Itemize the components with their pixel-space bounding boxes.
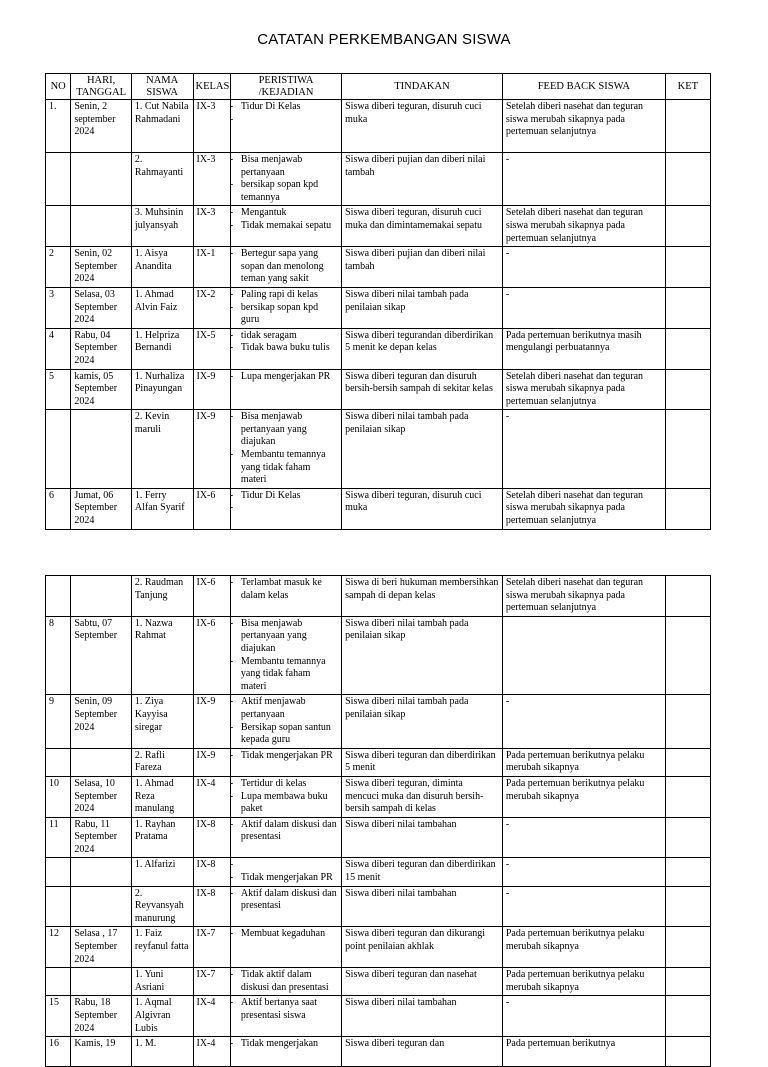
- table-row: [46, 968, 711, 996]
- event-item: - Tidur Di Kelas: [234, 490, 338, 503]
- table-row: [46, 817, 711, 858]
- student-log-table-page-2: [45, 575, 711, 1067]
- row-feedback: Setelah diberi nasehat dan teguran siswa merubah sikapnya pada pertemuan selanjutnya: [502, 206, 665, 247]
- row-day-date: Selasa , 17 September 2024: [71, 927, 132, 968]
- row-day-date: Senin, 09 September 2024: [71, 695, 132, 748]
- row-class: IX-2: [193, 287, 230, 328]
- row-class: IX-6: [193, 576, 230, 617]
- row-feedback: Setelah diberi nasehat dan teguran siswa merubah sikapnya pada pertemuan selanjutnya: [502, 100, 665, 153]
- event-item: - Paling rapi di kelas: [234, 289, 338, 302]
- row-note: [665, 247, 710, 288]
- row-note: [665, 776, 710, 817]
- table-row: [46, 858, 711, 886]
- row-number: 6: [46, 488, 71, 529]
- row-feedback: -: [502, 886, 665, 927]
- row-day-date: Senin, 2 september 2024: [71, 100, 132, 153]
- row-student-name: 1. M.: [131, 1037, 193, 1067]
- event-item: - Tertidur di kelas: [234, 778, 338, 791]
- row-action: Siswa diberi nilai tambahan: [342, 886, 503, 927]
- row-events: [230, 886, 341, 927]
- table-row: [46, 287, 711, 328]
- row-note: [665, 886, 710, 927]
- row-class: IX-5: [193, 328, 230, 369]
- row-events: [230, 488, 341, 529]
- row-class: IX-7: [193, 968, 230, 996]
- row-day-date: [71, 206, 132, 247]
- table-row: [46, 247, 711, 288]
- row-day-date: [71, 748, 132, 776]
- event-list: [234, 997, 338, 1022]
- header-action: TINDAKAN: [342, 74, 503, 100]
- header-day-date: HARI, TANGGAL: [71, 74, 132, 100]
- row-class: IX-8: [193, 886, 230, 927]
- row-action: Siswa diberi teguran, diminta mencuci muka dan disuruh bersih-bersih sampah di kelas: [342, 776, 503, 817]
- table-row: [46, 748, 711, 776]
- row-number: 2: [46, 247, 71, 288]
- event-item: - Tidak mengerjakan: [234, 1038, 338, 1051]
- event-item: - bersikap sopan kpd temannya: [234, 179, 338, 204]
- row-class: IX-4: [193, 776, 230, 817]
- row-feedback: [502, 616, 665, 695]
- event-item: - Lupa membawa buku paket: [234, 791, 338, 816]
- row-class: IX-9: [193, 695, 230, 748]
- row-feedback: Setelah diberi nasehat dan teguran siswa merubah sikapnya pada pertemuan selanjutnya: [502, 488, 665, 529]
- row-day-date: Selasa, 10 September 2024: [71, 776, 132, 817]
- row-student-name: 1. Cut Nabila Rahmadani: [131, 100, 193, 153]
- row-student-name: 1. Ahmad Reza manulang: [131, 776, 193, 817]
- event-item: - Aktif dalam diskusi dan presentasi: [234, 819, 338, 844]
- header-no: NO: [46, 74, 71, 100]
- row-class: IX-6: [193, 616, 230, 695]
- event-item: - Bertegur sapa yang sopan dan menolong teman yang sakit: [234, 248, 338, 286]
- event-item: - tidak seragam: [234, 330, 338, 343]
- row-day-date: [71, 153, 132, 206]
- row-note: [665, 748, 710, 776]
- row-feedback: -: [502, 695, 665, 748]
- row-events: [230, 996, 341, 1037]
- event-list: [234, 888, 338, 913]
- table-row: [46, 206, 711, 247]
- row-events: [230, 748, 341, 776]
- table-row: [46, 927, 711, 968]
- row-student-name: 1. Aisya Anandita: [131, 247, 193, 288]
- row-number: 10: [46, 776, 71, 817]
- event-item: [234, 502, 338, 515]
- row-action: Siswa diberi teguran dan diberdirikan 5 menit: [342, 748, 503, 776]
- row-day-date: [71, 858, 132, 886]
- row-action: Siswa diberi teguran, disuruh cuci muka: [342, 488, 503, 529]
- row-number: 8: [46, 616, 71, 695]
- row-note: [665, 153, 710, 206]
- row-number: 9: [46, 695, 71, 748]
- row-day-date: Senin, 02 September 2024: [71, 247, 132, 288]
- row-student-name: 2. Rafli Fareza: [131, 748, 193, 776]
- row-feedback: Setelah diberi nasehat dan teguran siswa merubah sikapnya pada pertemuan selanjutnya: [502, 369, 665, 410]
- event-list: [234, 778, 338, 816]
- event-list: [234, 248, 338, 286]
- row-action: Siswa diberi pujian dan diberi nilai tambah: [342, 247, 503, 288]
- row-events: [230, 287, 341, 328]
- row-events: [230, 968, 341, 996]
- row-action: Siswa diberi teguran dan dikurangi point penilaian akhlak: [342, 927, 503, 968]
- row-student-name: 1. Ferry Alfan Syarif: [131, 488, 193, 529]
- row-student-name: 3. Muhsinin julyansyah: [131, 206, 193, 247]
- row-action: Siswa diberi nilai tambahan: [342, 996, 503, 1037]
- row-note: [665, 206, 710, 247]
- row-student-name: 1. Alfarizi: [131, 858, 193, 886]
- row-number: [46, 886, 71, 927]
- row-day-date: Rabu, 04 September 2024: [71, 328, 132, 369]
- row-number: 16: [46, 1037, 71, 1067]
- row-feedback: -: [502, 817, 665, 858]
- row-events: [230, 858, 341, 886]
- row-feedback: Pada pertemuan berikutnya pelaku merubah sikapnya: [502, 776, 665, 817]
- row-day-date: Kamis, 19: [71, 1037, 132, 1067]
- row-action: Siswa diberi nilai tambahan: [342, 817, 503, 858]
- row-student-name: 2. Kevin maruli: [131, 410, 193, 489]
- row-class: IX-3: [193, 100, 230, 153]
- row-class: IX-1: [193, 247, 230, 288]
- event-item: - Bisa menjawab pertanyaan yang diajukan: [234, 411, 338, 449]
- event-item: - Tidak bawa buku tulis: [234, 342, 338, 355]
- row-class: IX-4: [193, 996, 230, 1037]
- row-number: [46, 858, 71, 886]
- row-note: [665, 996, 710, 1037]
- row-action: Siswa diberi nilai tambah pada penilaian sikap: [342, 287, 503, 328]
- row-action: Siswa diberi nilai tambah pada penilaian sikap: [342, 410, 503, 489]
- row-student-name: 1. Helpriza Bernandi: [131, 328, 193, 369]
- row-note: [665, 410, 710, 489]
- event-item: - Bisa menjawab pertanyaan: [234, 154, 338, 179]
- row-note: [665, 328, 710, 369]
- row-note: [665, 817, 710, 858]
- table-row: [46, 488, 711, 529]
- row-note: [665, 616, 710, 695]
- row-class: IX-3: [193, 206, 230, 247]
- row-class: IX-8: [193, 858, 230, 886]
- row-events: [230, 576, 341, 617]
- row-day-date: Sabtu, 07 September: [71, 616, 132, 695]
- row-number: [46, 153, 71, 206]
- row-note: [665, 927, 710, 968]
- row-number: 11: [46, 817, 71, 858]
- event-list: [234, 577, 338, 602]
- row-number: [46, 410, 71, 489]
- header-class: KELAS: [193, 74, 230, 100]
- row-note: [665, 287, 710, 328]
- table-row: [46, 369, 711, 410]
- event-list: [234, 750, 338, 763]
- row-note: [665, 968, 710, 996]
- table-row: [46, 776, 711, 817]
- event-item: - Lupa mengerjakan PR: [234, 371, 338, 384]
- event-list: [234, 819, 338, 844]
- row-number: 1.: [46, 100, 71, 153]
- event-list: [234, 289, 338, 327]
- event-item: - Aktif bertanya saat presentasi siswa: [234, 997, 338, 1022]
- table-header-row: [46, 74, 711, 100]
- row-student-name: 1. Faiz reyfanul fatta: [131, 927, 193, 968]
- row-student-name: 1. Rayhan Pratama: [131, 817, 193, 858]
- row-student-name: 1. Ziya Kayyisa siregar: [131, 695, 193, 748]
- row-events: [230, 927, 341, 968]
- row-day-date: Jumat, 06 September 2024: [71, 488, 132, 529]
- event-item: - Bisa menjawab pertanyaan yang diajukan: [234, 618, 338, 656]
- event-item: - Bersikap sopan santun kepada guru: [234, 722, 338, 747]
- event-item: - Tidak mengerjakan PR: [234, 750, 338, 763]
- page-title: CATATAN PERKEMBANGAN SISWA: [257, 31, 511, 48]
- row-events: [230, 776, 341, 817]
- event-list: [234, 411, 338, 487]
- row-action: Siswa diberi pujian dan diberi nilai tambah: [342, 153, 503, 206]
- header-note: KET: [665, 74, 710, 100]
- row-events: [230, 616, 341, 695]
- event-item: - Tidur Di Kelas: [234, 101, 338, 114]
- table-row: [46, 576, 711, 617]
- row-action: Siswa diberi teguran dan diberdirikan 15 menit: [342, 858, 503, 886]
- event-item: - Membantu temannya yang tidak faham materi: [234, 656, 338, 694]
- event-item: - Terlambat masuk ke dalam kelas: [234, 577, 338, 602]
- row-class: IX-3: [193, 153, 230, 206]
- event-item: - Tidak aktif dalam diskusi dan presentasi: [234, 969, 338, 994]
- header-student-name: NAMA SISWA: [131, 74, 193, 100]
- table-row: [46, 153, 711, 206]
- row-number: [46, 968, 71, 996]
- row-feedback: Pada pertemuan berikutnya pelaku merubah sikapnya: [502, 748, 665, 776]
- row-class: IX-9: [193, 410, 230, 489]
- event-item: - bersikap sopan kpd guru: [234, 302, 338, 327]
- row-action: Siswa diberi teguran, disuruh cuci muka: [342, 100, 503, 153]
- event-item: [234, 859, 338, 872]
- event-item: - Aktif dalam diskusi dan presentasi: [234, 888, 338, 913]
- row-day-date: Rabu, 11 September 2024: [71, 817, 132, 858]
- row-feedback: Pada pertemuan berikutnya masih mengulangi perbuatannya: [502, 328, 665, 369]
- row-action: Siswa diberi tegurandan diberdirikan 5 menit ke depan kelas: [342, 328, 503, 369]
- event-list: [234, 207, 338, 232]
- row-number: [46, 206, 71, 247]
- event-list: [234, 490, 338, 515]
- row-student-name: 1. Nazwa Rahmat: [131, 616, 193, 695]
- row-student-name: 2. Rahmayanti: [131, 153, 193, 206]
- row-action: Siswa diberi teguran dan: [342, 1037, 503, 1067]
- row-feedback: -: [502, 153, 665, 206]
- event-list: [234, 928, 338, 941]
- table-row: [46, 328, 711, 369]
- row-number: [46, 576, 71, 617]
- table-row: [46, 695, 711, 748]
- row-number: 4: [46, 328, 71, 369]
- row-feedback: -: [502, 410, 665, 489]
- event-list: [234, 371, 338, 384]
- event-item: - Aktif menjawab pertanyaan: [234, 696, 338, 721]
- row-action: Siswa diberi teguran dan disuruh bersih-bersih sampah di sekitar kelas: [342, 369, 503, 410]
- row-feedback: Pada pertemuan berikutnya: [502, 1037, 665, 1067]
- row-events: [230, 153, 341, 206]
- event-list: [234, 154, 338, 204]
- event-list: [234, 1038, 338, 1051]
- row-day-date: [71, 410, 132, 489]
- table-row: [46, 996, 711, 1037]
- row-class: IX-4: [193, 1037, 230, 1067]
- row-class: IX-7: [193, 927, 230, 968]
- table-row: [46, 100, 711, 153]
- row-number: 3: [46, 287, 71, 328]
- event-list: [234, 330, 338, 355]
- event-item: - Tidak memakai sepatu: [234, 220, 338, 233]
- row-class: IX-9: [193, 748, 230, 776]
- event-item: [234, 114, 338, 127]
- row-events: [230, 328, 341, 369]
- row-number: 5: [46, 369, 71, 410]
- event-list: [234, 969, 338, 994]
- event-item: - Mengantuk: [234, 207, 338, 220]
- row-day-date: [71, 968, 132, 996]
- row-student-name: 1. Aqmal Algivran Lubis: [131, 996, 193, 1037]
- row-number: 12: [46, 927, 71, 968]
- row-note: [665, 369, 710, 410]
- event-list: [234, 101, 338, 126]
- row-note: [665, 858, 710, 886]
- row-feedback: Pada pertemuan berikutnya pelaku merubah sikapnya: [502, 968, 665, 996]
- row-events: [230, 695, 341, 748]
- row-events: [230, 206, 341, 247]
- event-item: - Tidak mengerjakan PR: [234, 872, 338, 885]
- row-class: IX-9: [193, 369, 230, 410]
- row-number: [46, 748, 71, 776]
- event-list: [234, 859, 338, 884]
- row-student-name: 2. Raudman Tanjung: [131, 576, 193, 617]
- row-note: [665, 488, 710, 529]
- row-action: Siswa diberi nilai tambah pada penilaian sikap: [342, 616, 503, 695]
- event-item: - Membantu temannya yang tidak faham materi: [234, 449, 338, 487]
- row-student-name: 1. Yuni Asriani: [131, 968, 193, 996]
- row-note: [665, 576, 710, 617]
- event-list: [234, 696, 338, 746]
- table-row: [46, 616, 711, 695]
- row-day-date: Selasa, 03 September 2024: [71, 287, 132, 328]
- row-events: [230, 817, 341, 858]
- row-day-date: kamis, 05 September 2024: [71, 369, 132, 410]
- table-row: [46, 1037, 711, 1067]
- row-events: [230, 247, 341, 288]
- row-feedback: -: [502, 996, 665, 1037]
- row-feedback: Pada pertemuan berikutnya pelaku merubah sikapnya: [502, 927, 665, 968]
- row-day-date: Rabu, 18 September 2024: [71, 996, 132, 1037]
- row-note: [665, 695, 710, 748]
- row-class: IX-6: [193, 488, 230, 529]
- row-action: Siswa diberi teguran dan nasehat: [342, 968, 503, 996]
- row-class: IX-8: [193, 817, 230, 858]
- row-events: [230, 410, 341, 489]
- row-note: [665, 1037, 710, 1067]
- row-day-date: [71, 886, 132, 927]
- row-student-name: 1. Ahmad Alvin Faiz: [131, 287, 193, 328]
- row-action: Siswa di beri hukuman membersihkan sampah di depan kelas: [342, 576, 503, 617]
- header-event: PERISTIWA /KEJADIAN: [230, 74, 341, 100]
- row-day-date: [71, 576, 132, 617]
- row-student-name: 2. Reyvansyah manurung: [131, 886, 193, 927]
- row-events: [230, 100, 341, 153]
- row-student-name: 1. Nurhaliza Pinayungan: [131, 369, 193, 410]
- table-row: [46, 886, 711, 927]
- row-action: Siswa diberi teguran, disuruh cuci muka dan dimintamemakai sepatu: [342, 206, 503, 247]
- row-events: [230, 369, 341, 410]
- row-feedback: Setelah diberi nasehat dan teguran siswa merubah sikapnya pada pertemuan selanjutnya: [502, 576, 665, 617]
- row-feedback: -: [502, 287, 665, 328]
- table-row: [46, 410, 711, 489]
- event-list: [234, 618, 338, 694]
- row-feedback: -: [502, 247, 665, 288]
- row-note: [665, 100, 710, 153]
- row-events: [230, 1037, 341, 1067]
- student-log-table-page-1: [45, 73, 711, 530]
- row-action: Siswa diberi nilai tambah pada penilaian sikap: [342, 695, 503, 748]
- header-feedback: FEED BACK SISWA: [502, 74, 665, 100]
- row-feedback: -: [502, 858, 665, 886]
- row-number: 15: [46, 996, 71, 1037]
- event-item: - Membuat kegaduhan: [234, 928, 338, 941]
